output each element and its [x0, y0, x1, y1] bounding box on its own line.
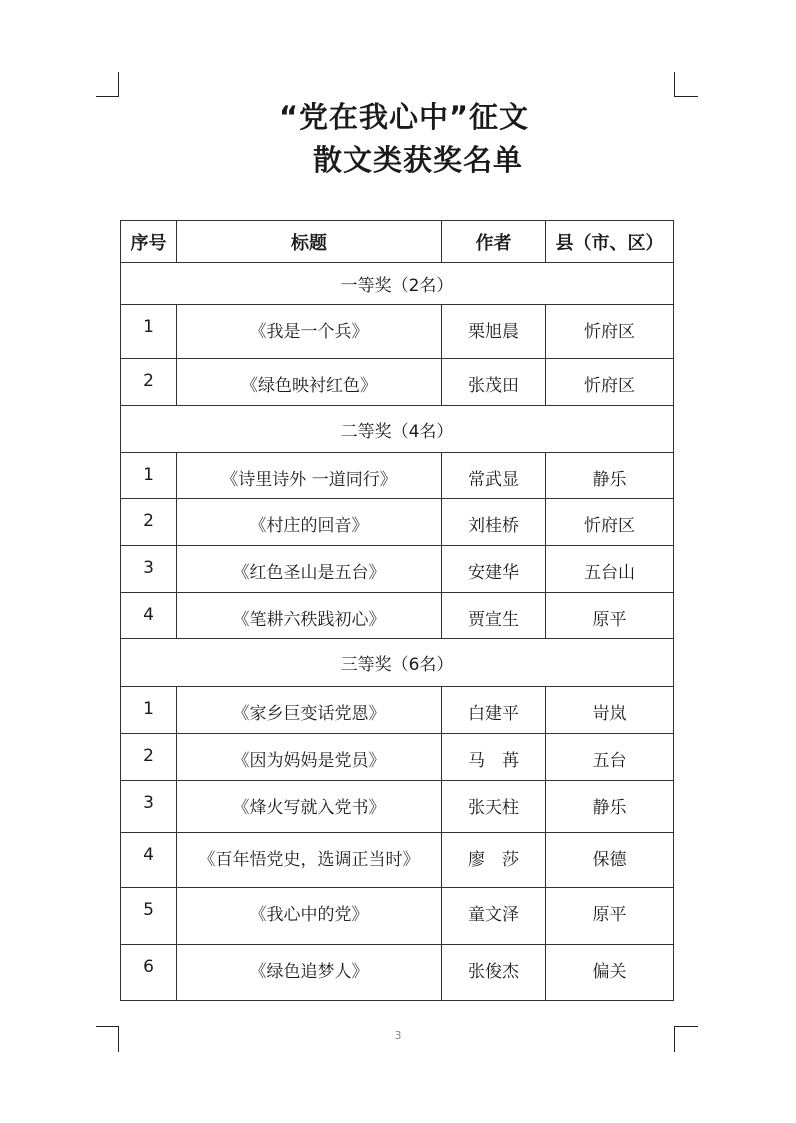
header-author: 作者 — [442, 221, 546, 263]
cell-county: 忻府区 — [546, 305, 674, 359]
cell-no: 1 — [121, 687, 177, 734]
cell-no: 3 — [121, 546, 177, 593]
table-row — [121, 593, 674, 639]
cell-author: 童文泽 — [442, 888, 546, 945]
cell-author: 贾宣生 — [442, 593, 546, 639]
cell-title: 《因为妈妈是党员》 — [177, 734, 442, 781]
cell-county: 忻府区 — [546, 359, 674, 406]
table-row — [121, 734, 674, 781]
cell-author: 马 苒 — [442, 734, 546, 781]
crop-mark-bottom-right — [674, 1026, 698, 1027]
table-row — [121, 687, 674, 734]
cell-county: 偏关 — [546, 945, 674, 1001]
cell-county: 五台 — [546, 734, 674, 781]
section-row — [121, 639, 674, 687]
section-row — [121, 263, 674, 305]
section-row — [121, 406, 674, 453]
cell-county: 原平 — [546, 888, 674, 945]
cell-county: 保德 — [546, 833, 674, 888]
page-number: 3 — [394, 1029, 402, 1042]
cell-author: 张俊杰 — [442, 945, 546, 1001]
crop-mark-top-right — [674, 96, 698, 97]
cell-author: 廖 莎 — [442, 833, 546, 888]
cell-title: 《笔耕六秩践初心》 — [177, 593, 442, 639]
cell-county: 静乐 — [546, 453, 674, 499]
document-subtitle: 散文类获奖名单 — [312, 143, 523, 177]
cell-author: 白建平 — [442, 687, 546, 734]
cell-no: 1 — [121, 305, 177, 359]
section-label: 二等奖（4名） — [121, 406, 674, 453]
cell-no: 2 — [121, 499, 177, 546]
document-title: “党在我心中”征文 — [278, 100, 530, 134]
award-table — [120, 220, 674, 1001]
cell-title: 《百年悟党史，选调正当时》 — [177, 833, 442, 888]
table-row — [121, 499, 674, 546]
cell-title: 《绿色追梦人》 — [177, 945, 442, 1001]
cell-no: 2 — [121, 734, 177, 781]
cell-no: 5 — [121, 888, 177, 945]
cell-author: 常武显 — [442, 453, 546, 499]
crop-mark-bottom-left — [96, 1026, 119, 1027]
cell-county: 原平 — [546, 593, 674, 639]
cell-no: 2 — [121, 359, 177, 406]
table-row — [121, 945, 674, 1001]
header-title: 标题 — [177, 221, 442, 263]
cell-title: 《绿色映衬红色》 — [177, 359, 442, 406]
cell-author: 栗旭晨 — [442, 305, 546, 359]
table-row — [121, 453, 674, 499]
cell-author: 刘桂桥 — [442, 499, 546, 546]
table-row — [121, 888, 674, 945]
cell-county: 忻府区 — [546, 499, 674, 546]
crop-mark-top-left — [118, 72, 119, 96]
table-row — [121, 305, 674, 359]
cell-county: 五台山 — [546, 546, 674, 593]
header-county: 县（市、区） — [546, 221, 674, 263]
crop-mark-top-left — [96, 96, 119, 97]
table-row — [121, 833, 674, 888]
cell-title: 《我是一个兵》 — [177, 305, 442, 359]
cell-title: 《村庄的回音》 — [177, 499, 442, 546]
cell-no: 6 — [121, 945, 177, 1001]
cell-author: 安建华 — [442, 546, 546, 593]
section-label: 三等奖（6名） — [121, 639, 674, 687]
cell-title: 《红色圣山是五台》 — [177, 546, 442, 593]
cell-county: 静乐 — [546, 781, 674, 833]
cell-no: 3 — [121, 781, 177, 833]
cell-county: 岢岚 — [546, 687, 674, 734]
header-no: 序号 — [121, 221, 177, 263]
cell-no: 4 — [121, 833, 177, 888]
table-row — [121, 359, 674, 406]
section-label: 一等奖（2名） — [121, 263, 674, 305]
crop-mark-top-right — [674, 72, 675, 96]
cell-title: 《诗里诗外 一道同行》 — [177, 453, 442, 499]
cell-author: 张天柱 — [442, 781, 546, 833]
cell-no: 1 — [121, 453, 177, 499]
cell-title: 《我心中的党》 — [177, 888, 442, 945]
cell-title: 《家乡巨变话党恩》 — [177, 687, 442, 734]
table-row — [121, 546, 674, 593]
cell-author: 张茂田 — [442, 359, 546, 406]
table-row — [121, 781, 674, 833]
table-header-row — [121, 221, 674, 263]
cell-no: 4 — [121, 593, 177, 639]
cell-title: 《烽火写就入党书》 — [177, 781, 442, 833]
